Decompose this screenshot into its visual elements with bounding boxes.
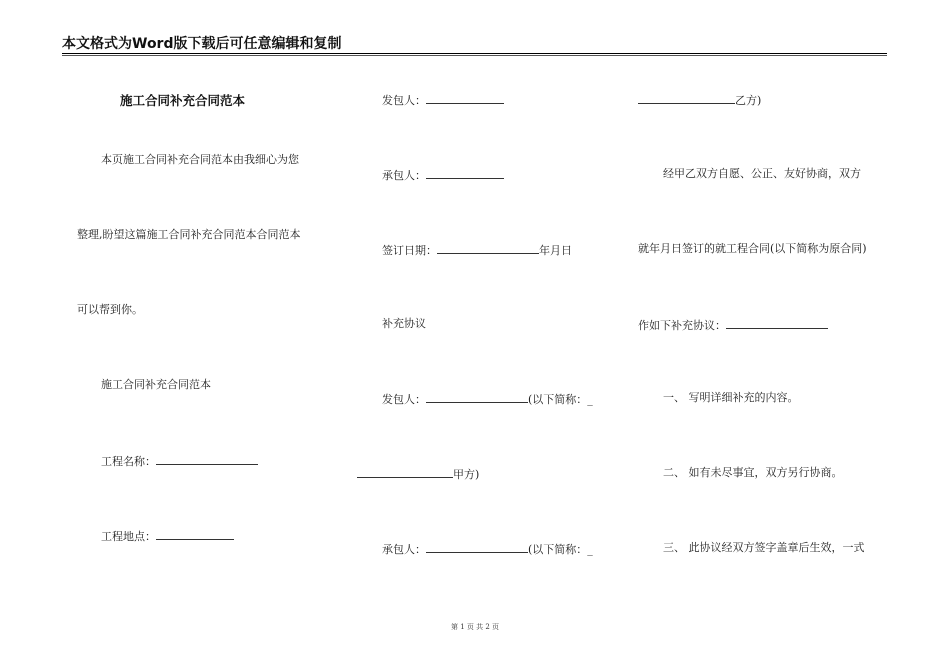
sign-date-label: 签订日期： [382,244,437,257]
contractee-label: 承包人： [382,169,426,182]
party-b-blank [426,541,528,553]
sign-date-row [382,242,572,258]
contractor-blank [426,92,504,104]
intro-line-2: 整理,盼望这篇施工合同补充合同范本合同范本 [77,228,301,241]
agreement-para-2: 就年月日签订的就工程合同(以下简称为原合同) [638,242,867,255]
sign-date-suffix: 年月日 [539,244,572,257]
party-a-end: 甲方) [453,468,480,481]
contractor-label: 发包人： [382,94,426,107]
clause-item-3: 三、 此协议经双方签字盖章后生效，一式 [663,541,865,554]
agreement-para-1: 经甲乙双方自愿、公正、友好协商，双方 [663,167,861,180]
party-b-short-blank [638,92,735,104]
party-a-label: 发包人： [382,393,426,406]
document-header-title: 本文格式为Word版下载后可任意编辑和复制 [62,36,342,52]
contract-subtitle: 施工合同补充合同范本 [101,378,211,391]
project-location-row [101,528,234,544]
agreement-blank [726,317,828,329]
project-location-label: 工程地点： [101,530,156,543]
contractee-blank [426,167,504,179]
intro-line-1: 本页施工合同补充合同范本由我细心为您 [101,153,299,166]
page-number: 第 1 页 共 2 页 [450,623,500,631]
contractee-row [382,167,504,183]
party-b-suffix: (以下简称：_ [528,543,593,556]
project-name-row [101,453,258,469]
agreement-para-3: 作如下补充协议： [638,319,726,332]
party-a-row [382,391,593,407]
party-a-end-row [357,466,479,482]
agreement-para-3-row [638,317,828,333]
party-a-short-blank [357,466,453,478]
party-a-blank [426,391,528,403]
project-location-blank [156,528,234,540]
party-a-suffix: (以下简称：_ [528,393,593,406]
project-name-blank [156,453,258,465]
party-b-row [382,541,593,557]
contractor-row [382,92,504,108]
intro-line-3: 可以帮到你。 [77,303,143,316]
sign-date-blank [437,242,539,254]
clause-item-1: 一、 写明详细补充的内容。 [663,391,799,404]
party-b-end-row [638,92,761,108]
project-name-label: 工程名称： [101,455,156,468]
clause-item-2: 二、 如有未尽事宜，双方另行协商。 [663,466,843,479]
header-rule [62,53,887,56]
contract-title: 施工合同补充合同范本 [120,93,246,108]
party-b-label: 承包人： [382,543,426,556]
supplement-title: 补充协议 [382,317,426,330]
party-b-end: 乙方) [735,94,762,107]
